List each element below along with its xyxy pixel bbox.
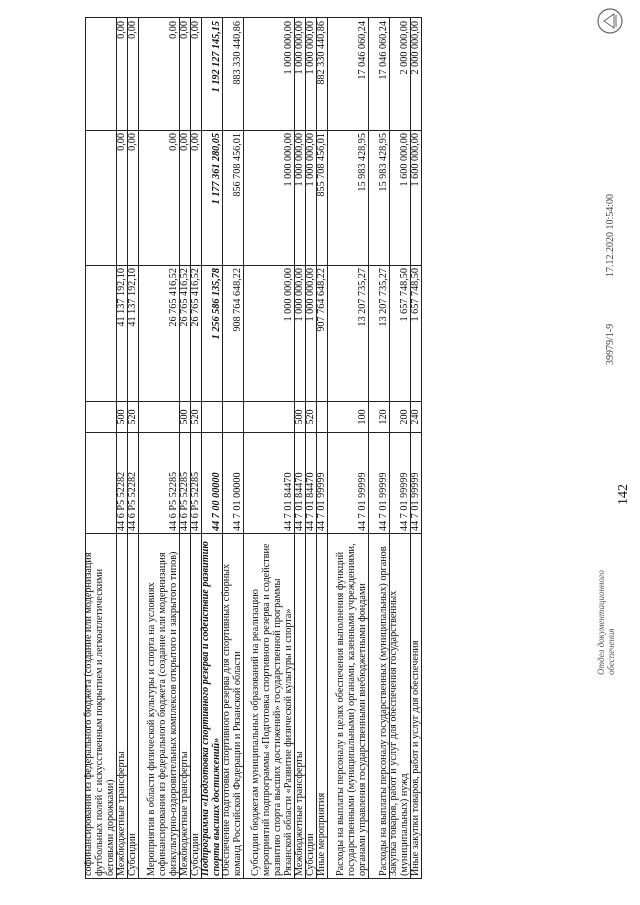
- row-amount-2021: 0,00: [117, 130, 127, 265]
- table-row: [390, 18, 411, 878]
- row-amount-2022: 0,00: [116, 21, 127, 39]
- row-amount-2020: 1 000 000,00: [306, 265, 316, 401]
- row-amount-2021: 0,00: [191, 130, 201, 265]
- row-code: 44 7 00 00000: [202, 432, 222, 533]
- row-vr: [202, 401, 222, 432]
- row-amount-2020: [86, 265, 116, 401]
- row-vr: 520: [128, 401, 138, 432]
- row-amount-2021: 1 000 000,00: [295, 130, 305, 265]
- footer-department: Отдел документационного обеспечения: [596, 570, 616, 675]
- row-name: софинансирования из федерального бюджета (создание или модернизация футбольных полей с искусственным покрытием и легкоатлетическими беговыми дорожками): [86, 533, 116, 878]
- row-amount-2020: 1 657 748,50: [390, 265, 410, 401]
- row-amount-2022: 2 000 000,00: [410, 21, 421, 75]
- row-amount-2022: [86, 19, 116, 130]
- row-name: Субсидии: [128, 533, 138, 878]
- row-code: [86, 432, 116, 533]
- row-amount-2021: 0,00: [180, 130, 190, 265]
- row-vr: [86, 401, 116, 432]
- row-amount-2021: 0,00: [139, 130, 179, 265]
- footer-doc-id: 39979/1-9: [605, 323, 616, 365]
- table-row: [244, 18, 295, 878]
- table-row: [369, 18, 390, 878]
- row-amount-2022: 17 046 060,24: [378, 21, 389, 80]
- row-amount-2020: 1 256 586 135,78: [202, 265, 222, 401]
- row-amount-2022: 17 046 060,24: [357, 21, 368, 80]
- row-amount-2021: 1 000 000,00: [306, 130, 316, 265]
- row-amount-2021: 1 600 000,00: [390, 130, 410, 265]
- row-amount-2020: 26 765 416,52: [191, 265, 201, 401]
- row-vr: 200: [390, 401, 410, 432]
- row-amount-2020: 41 137 192,10: [117, 265, 127, 401]
- row-name: Мероприятия в области физической культуры и спорта на условиях софинансирования из федерального бюджета (создание или модернизация физкультурно-оздоровительных комплексов открытого и закрытого типов): [139, 533, 179, 878]
- row-name: Иные мероприятия: [317, 533, 327, 878]
- row-amount-2022: 1 000 000,00: [283, 21, 294, 75]
- row-amount-2021: [86, 130, 116, 265]
- row-code: 44 7 01 99999: [390, 432, 410, 533]
- budget-table: [85, 17, 422, 879]
- row-name: Субсидии: [306, 533, 316, 878]
- row-amount-2021: 15 983 428,95: [369, 130, 389, 265]
- table-row: [128, 18, 139, 878]
- row-code: 44 7 01 99999: [317, 432, 327, 533]
- table-row: [223, 18, 244, 878]
- row-name: Межбюджетные трансферты: [117, 533, 127, 878]
- row-amount-2022: 0,00: [127, 21, 138, 39]
- row-amount-2020: 26 765 416,52: [139, 265, 179, 401]
- row-vr: [244, 401, 294, 432]
- row-vr: 520: [306, 401, 316, 432]
- row-amount-2021: 1 177 361 280,05: [202, 130, 222, 265]
- row-code: 44 6 P5 52285: [191, 432, 201, 533]
- row-code: 44 7 01 84470: [295, 432, 305, 533]
- row-amount-2020: 41 137 192,10: [128, 265, 138, 401]
- row-code: 44 7 01 84470: [244, 432, 294, 533]
- row-amount-2022: 0,00: [179, 21, 190, 39]
- row-name: Субсидии бюджетам муниципальных образований на реализацию мероприятий подпрограммы «Подготовка спортивного резерва и содействие развитию спорта высших достижений» государственной программы Рязанской области «Развитие физической культуры и спорта»: [244, 533, 294, 878]
- row-name: Иные закупки товаров, работ и услуг для обеспечения: [411, 533, 421, 878]
- row-vr: 120: [369, 401, 389, 432]
- row-vr: 520: [191, 401, 201, 432]
- row-vr: 500: [180, 401, 190, 432]
- row-amount-2022: 883 330 440,86: [232, 21, 243, 85]
- row-amount-2022: 1 000 000,00: [294, 21, 305, 75]
- row-amount-2021: 1 000 000,00: [244, 130, 294, 265]
- row-code: 44 7 01 84470: [306, 432, 316, 533]
- table-row: [202, 18, 223, 878]
- row-amount-2020: 1 657 748,50: [411, 265, 421, 401]
- row-amount-2021: 1 600 000,00: [411, 130, 421, 265]
- row-amount-2022: 0,00: [168, 21, 179, 39]
- table-row: [411, 18, 421, 878]
- row-vr: 500: [117, 401, 127, 432]
- row-amount-2020: 1 000 000,00: [295, 265, 305, 401]
- row-vr: 240: [411, 401, 421, 432]
- footer-datetime: 17.12.2020 10:54:00: [605, 193, 616, 277]
- row-code: 44 7 01 99999: [411, 432, 421, 533]
- row-amount-2020: 1 000 000,00: [244, 265, 294, 401]
- row-amount-2020: 908 764 648,22: [223, 265, 243, 401]
- row-vr: [223, 401, 243, 432]
- row-amount-2020: 13 207 735,27: [328, 265, 368, 401]
- row-amount-2022: 1 000 000,00: [305, 21, 316, 75]
- row-amount-2022: 882 330 440,86: [316, 21, 327, 85]
- row-amount-2021: 0,00: [128, 130, 138, 265]
- stamp-icon: [596, 7, 624, 35]
- row-code: 44 6 P5 52282: [128, 432, 138, 533]
- row-name: Расходы на выплаты персоналу в целях обеспечения выполнения функций государственными (муниципальными) органами, казенными учреждениями, органами управления государственными внебюджетными фондами: [328, 533, 368, 878]
- row-amount-2021: 856 708 456,01: [223, 130, 243, 265]
- row-vr: [317, 401, 327, 432]
- row-code: 44 6 P5 52285: [180, 432, 190, 533]
- row-name: Обеспечение подготовки спортивного резерва для спортивных сборных команд Российской Федерации и Рязанской области: [223, 533, 243, 878]
- row-code: 44 7 01 00000: [223, 432, 243, 533]
- row-code: 44 7 01 99999: [369, 432, 389, 533]
- row-name: Подпрограмма «Подготовка спортивного резерва и содействие развитию спорта высших достижений»: [202, 533, 222, 878]
- row-amount-2022: 0,00: [190, 21, 201, 39]
- row-code: 44 6 P5 52285: [139, 432, 179, 533]
- table-row: [317, 18, 328, 878]
- row-amount-2020: 13 207 735,27: [369, 265, 389, 401]
- row-amount-2022: 2 000 000,00: [399, 21, 410, 75]
- row-amount-2020: 907 764 648,22: [317, 265, 327, 401]
- table-row: [328, 18, 369, 878]
- row-code: 44 6 P5 52282: [117, 432, 127, 533]
- row-name: Расходы на выплаты персоналу государственных (муниципальных) органов: [369, 533, 389, 878]
- row-name: Межбюджетные трансферты: [180, 533, 190, 878]
- page-number: 142: [616, 484, 631, 505]
- row-amount-2021: 15 983 428,95: [328, 130, 368, 265]
- row-vr: 100: [328, 401, 368, 432]
- row-amount-2020: 26 765 416,52: [180, 265, 190, 401]
- row-vr: [139, 401, 179, 432]
- table-row: [83, 18, 117, 878]
- row-amount-2022: 1 192 127 145,15: [211, 21, 222, 93]
- row-name: Межбюджетные трансферты: [295, 533, 305, 878]
- row-vr: 500: [295, 401, 305, 432]
- row-code: 44 7 01 99999: [328, 432, 368, 533]
- row-name: Закупка товаров, работ и услуг для обеспечения государственных (муниципальных) нужд: [390, 533, 410, 878]
- row-amount-2021: 855 708 456,01: [317, 130, 327, 265]
- row-name: Субсидии: [191, 533, 201, 878]
- table-row: [139, 18, 180, 878]
